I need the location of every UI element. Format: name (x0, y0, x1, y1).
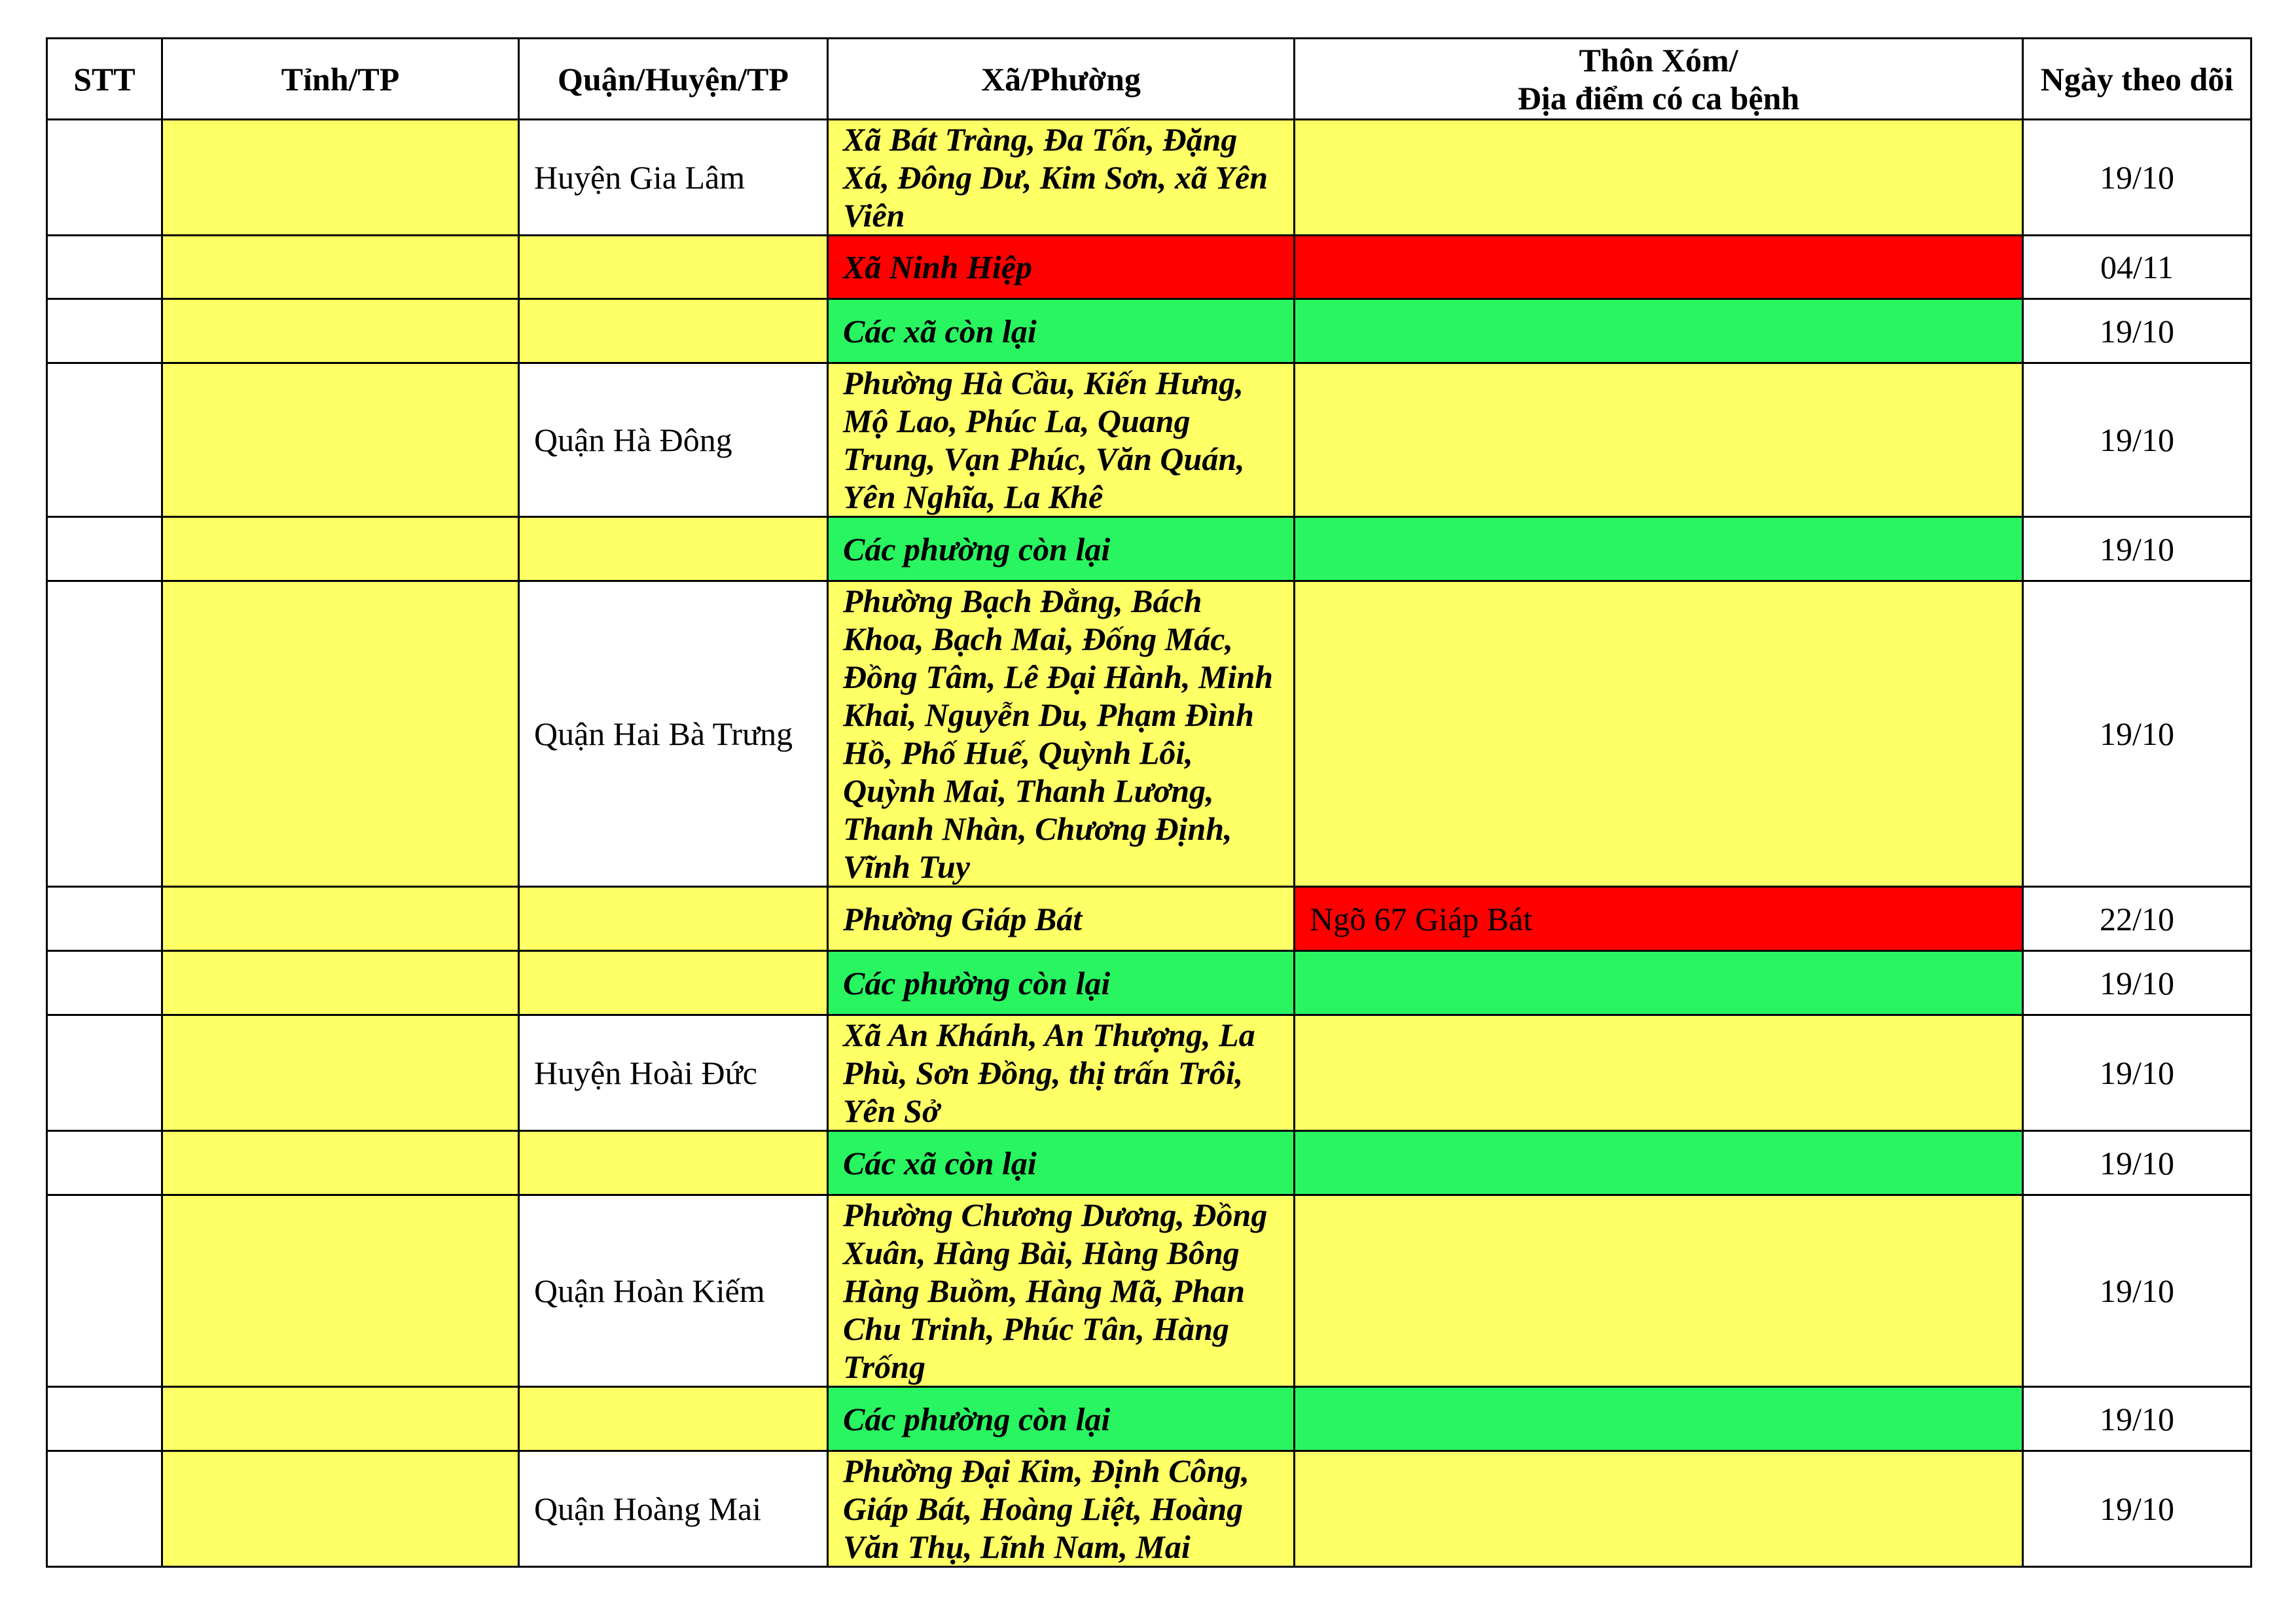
header-ward: Xã/Phường (828, 39, 1295, 120)
stt-cell (47, 887, 162, 951)
district-cell (519, 1131, 828, 1195)
district-cell: Quận Hai Bà Trưng (519, 581, 828, 887)
place-cell (1295, 120, 2023, 236)
header-province: Tỉnh/TP (162, 39, 519, 120)
district-cell (519, 951, 828, 1015)
ward-cell: Phường Đại Kim, Định Công, Giáp Bát, Hoàng Liệt, Hoàng Văn Thụ, Lĩnh Nam, Mai (828, 1451, 1295, 1567)
province-cell (162, 236, 519, 299)
district-cell (519, 299, 828, 363)
province-cell (162, 1451, 519, 1567)
ward-cell: Xã Ninh Hiệp (828, 236, 1295, 299)
ward-cell: Phường Bạch Đằng, Bách Khoa, Bạch Mai, Đống Mác, Đồng Tâm, Lê Đại Hành, Minh Khai, Nguyễn Du, Phạm Đình Hồ, Phố Huế, Quỳnh Lôi, Quỳnh Mai, Thanh Lương, Thanh Nhàn, Chương Định, Vĩnh Tuy (828, 581, 1295, 887)
ward-cell: Các xã còn lại (828, 1131, 1295, 1195)
ward-cell: Các xã còn lại (828, 299, 1295, 363)
place-cell (1295, 951, 2023, 1015)
header-stt: STT (47, 39, 162, 120)
table-row (47, 299, 2251, 363)
date-cell: 19/10 (2023, 363, 2251, 517)
stt-cell (47, 1195, 162, 1387)
date-cell: 19/10 (2023, 120, 2251, 236)
district-cell: Quận Hoàng Mai (519, 1451, 828, 1567)
header-district: Quận/Huyện/TP (519, 39, 828, 120)
date-cell: 22/10 (2023, 887, 2251, 951)
ward-cell: Phường Giáp Bát (828, 887, 1295, 951)
date-cell: 04/11 (2023, 236, 2251, 299)
district-cell: Huyện Hoài Đức (519, 1015, 828, 1131)
province-cell (162, 1195, 519, 1387)
table-row (47, 581, 2251, 887)
province-cell (162, 120, 519, 236)
stt-cell (47, 1451, 162, 1567)
ward-cell: Các phường còn lại (828, 517, 1295, 581)
date-cell: 19/10 (2023, 1131, 2251, 1195)
stt-cell (47, 120, 162, 236)
province-cell (162, 581, 519, 887)
province-cell (162, 517, 519, 581)
table-row (47, 120, 2251, 236)
header-date: Ngày theo dõi (2023, 39, 2251, 120)
district-cell (519, 887, 828, 951)
table-row (47, 363, 2251, 517)
header-place-line1: Thôn Xóm/ (1579, 41, 1738, 79)
place-cell (1295, 363, 2023, 517)
stt-cell (47, 951, 162, 1015)
table-row (47, 1451, 2251, 1567)
stt-cell (47, 1015, 162, 1131)
district-cell: Quận Hà Đông (519, 363, 828, 517)
date-cell: 19/10 (2023, 1195, 2251, 1387)
place-cell (1295, 1131, 2023, 1195)
ward-cell: Phường Chương Dương, Đồng Xuân, Hàng Bài, Hàng Bông Hàng Buồm, Hàng Mã, Phan Chu Trinh, Phúc Tân, Hàng Trống (828, 1195, 1295, 1387)
ward-cell: Xã Bát Tràng, Đa Tốn, Đặng Xá, Đông Dư, Kim Sơn, xã Yên Viên (828, 120, 1295, 236)
place-cell (1295, 1387, 2023, 1451)
ward-cell: Phường Hà Cầu, Kiến Hưng, Mộ Lao, Phúc La, Quang Trung, Vạn Phúc, Văn Quán, Yên Nghĩa, La Khê (828, 363, 1295, 517)
date-cell: 19/10 (2023, 1387, 2251, 1451)
stt-cell (47, 299, 162, 363)
district-cell: Quận Hoàn Kiếm (519, 1195, 828, 1387)
province-cell (162, 951, 519, 1015)
date-cell: 19/10 (2023, 951, 2251, 1015)
place-cell: Ngõ 67 Giáp Bát (1295, 887, 2023, 951)
place-cell (1295, 1195, 2023, 1387)
district-cell: Huyện Gia Lâm (519, 120, 828, 236)
date-cell: 19/10 (2023, 517, 2251, 581)
tracking-table (46, 37, 2252, 1568)
district-cell (519, 1387, 828, 1451)
province-cell (162, 1131, 519, 1195)
header-row (47, 39, 2251, 120)
ward-cell: Xã An Khánh, An Thượng, La Phù, Sơn Đồng, thị trấn Trôi, Yên Sở (828, 1015, 1295, 1131)
place-cell (1295, 517, 2023, 581)
stt-cell (47, 363, 162, 517)
date-cell: 19/10 (2023, 581, 2251, 887)
stt-cell (47, 517, 162, 581)
province-cell (162, 887, 519, 951)
date-cell: 19/10 (2023, 1015, 2251, 1131)
place-cell (1295, 236, 2023, 299)
table-row (47, 887, 2251, 951)
table-row (47, 1387, 2251, 1451)
date-cell: 19/10 (2023, 1451, 2251, 1567)
province-cell (162, 1387, 519, 1451)
province-cell (162, 1015, 519, 1131)
header-place-line2: Địa điểm có ca bệnh (1517, 79, 1800, 117)
header-place (1295, 39, 2023, 120)
place-cell (1295, 1015, 2023, 1131)
district-cell (519, 236, 828, 299)
place-cell (1295, 1451, 2023, 1567)
table-row (47, 517, 2251, 581)
table-row (47, 1015, 2251, 1131)
table-row (47, 236, 2251, 299)
stt-cell (47, 1131, 162, 1195)
place-cell (1295, 299, 2023, 363)
province-cell (162, 363, 519, 517)
stt-cell (47, 236, 162, 299)
district-cell (519, 517, 828, 581)
stt-cell (47, 1387, 162, 1451)
stt-cell (47, 581, 162, 887)
ward-cell: Các phường còn lại (828, 1387, 1295, 1451)
table-row (47, 951, 2251, 1015)
table-row (47, 1195, 2251, 1387)
ward-cell: Các phường còn lại (828, 951, 1295, 1015)
province-cell (162, 299, 519, 363)
date-cell: 19/10 (2023, 299, 2251, 363)
place-cell (1295, 581, 2023, 887)
table-row (47, 1131, 2251, 1195)
